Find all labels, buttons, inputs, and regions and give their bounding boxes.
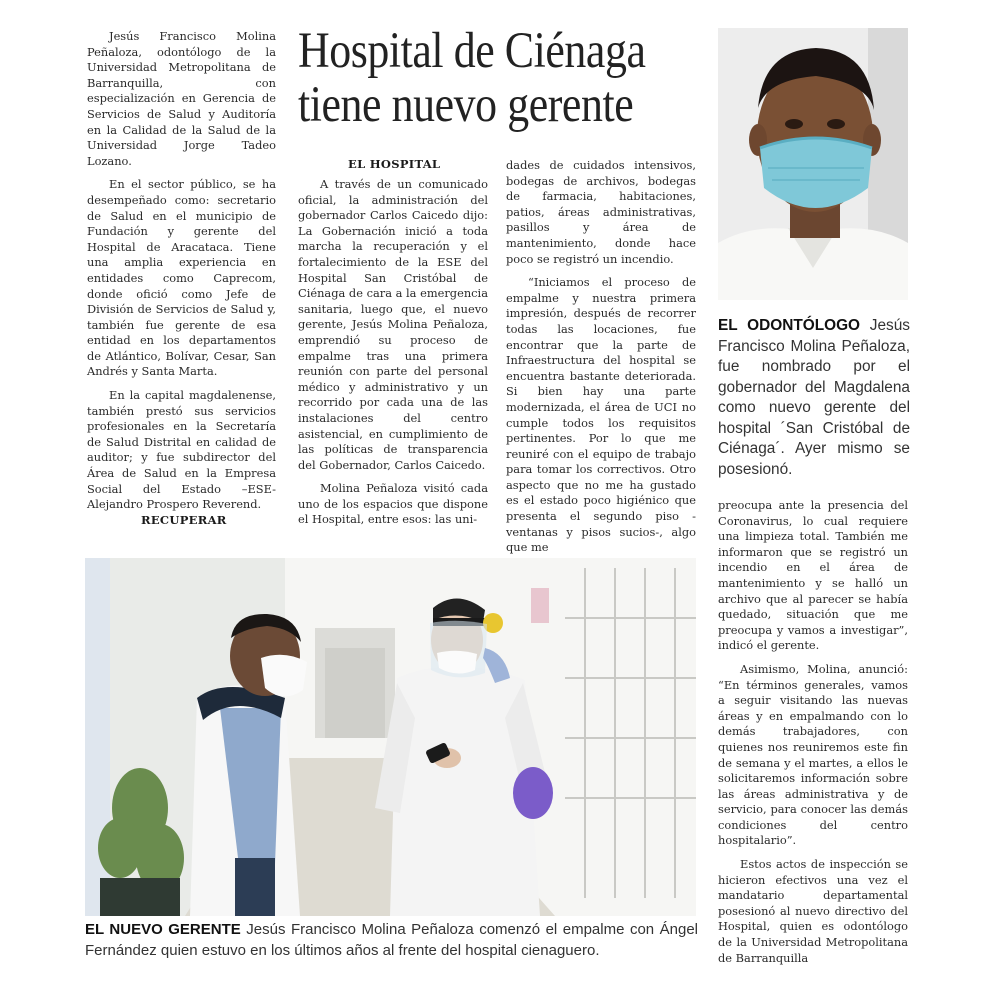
headline <box>298 24 651 132</box>
portrait-photo <box>718 28 908 300</box>
col4-paragraph-2: Asimismo, Molina, anunció: “En términos generales, vamos a seguir visitando las nuevas áreas y en empalmando con lo demás trabajadores, con quienes nos reuniremos este fin de semana y el martes, a ellos le solicitaremos información sobre las áreas administrativa y de servicio, para conocer las demás condiciones del centro hospitalario”. <box>718 661 908 848</box>
subhead-el-hospital: EL HOSPITAL <box>348 157 441 171</box>
headline-line-2: tiene nuevo gerente <box>298 77 634 133</box>
portrait-caption-text: Jesús Francisco Molina Peñaloza, fue nombrado por el gobernador del Magdalena como nuevo gerente del hospital ´San Cristóbal de Ciénaga´. Ayer mismo se posesionó. <box>718 317 911 478</box>
main-caption-kicker: EL NUEVO GERENTE <box>85 921 241 938</box>
headline-line-1: Hospital de Ciénaga <box>298 23 646 79</box>
col1-paragraph-2: En el sector público, se ha desempeñado como: secretario de Salud en el municipio de Fundación y gerente del Hospital de Aracataca. Tiene una amplia experiencia en entidades como Caprecom, donde ofició como Jefe de División de Servicios de Salud y, también fue gerente de esa entidad en los departamentos de Atlántico, Bolívar, Cesar, San Andrés y Santa Marta. <box>87 177 276 379</box>
subhead-recuperar: RECUPERAR <box>141 513 227 527</box>
col1-paragraph-1: Jesús Francisco Molina Peñaloza, odontólogo de la Universidad Metropolitana de Barranquilla, con especialización en Gerencia de Servicios de Salud y Auditoría en la Calidad de la Salud de la Universidad Jorge Tadeo Lozano. <box>87 29 276 168</box>
col2-paragraph-1: A través de un comunicado oficial, la administración del gobernador Carlos Caicedo dijo: La Gobernación inició a toda marcha la recuperación y el fortalecimiento de la ESE del Hospital San Cristóbal de Ciénaga de cara a la emergencia sanitaria, luego que, el nuevo gerente, Jesús Molina Peñaloza, emprendió su proceso de empalme tras una primera reunión con parte del personal médico y administrativo y un recorrido por cada una de las instalaciones del centro asistencial, en cumplimiento de las políticas de transparencia del Gobernador, Carlos Caicedo. <box>298 177 488 472</box>
main-caption-text: Jesús Francisco Molina Peñaloza comenzó el empalme con Ángel Fernández quien estuvo en los últimos años al frente del hospital cienaguero. <box>85 921 698 959</box>
column-4 <box>718 498 908 974</box>
portrait-caption <box>718 316 910 480</box>
col4-paragraph-3: Estos actos de inspección se hicieron efectivos una vez el mandatario departamental posesionó al nuevo directivo del Hospital, quien es odontólogo de la Universidad Metropolitana de Barranquilla <box>718 857 908 965</box>
column-3 <box>506 158 696 564</box>
portrait-illustration <box>718 28 908 300</box>
column-1 <box>87 29 276 521</box>
main-photo <box>85 558 696 916</box>
portrait-caption-kicker: EL ODONTÓLOGO <box>718 317 861 334</box>
main-caption <box>85 920 698 961</box>
col2-paragraph-2: Molina Peñaloza visitó cada uno de los espacios que dispone el Hospital, entre esos: las uni- <box>298 481 488 527</box>
main-photo-illustration <box>85 558 696 916</box>
column-2 <box>298 177 488 536</box>
col1-paragraph-3: En la capital magdalenense, también prestó sus servicios profesionales en la Secretaría de Salud Distrital en calidad de auditor; y fue subdirector del Área de Salud en la Empresa Social del Estado –ESE- Alejandro Prospero Reverend. <box>87 388 276 512</box>
col3-paragraph-1: dades de cuidados intensivos, bodegas de archivos, bodegas de farmacia, habitaciones, patios, áreas administrativas, pasillos y área de mantenimiento, donde hace poco se registró un incendio. <box>506 158 696 266</box>
col3-paragraph-2: “Iniciamos el proceso de empalme y nuestra primera impresión, después de recorrer todas las locaciones, fue encontrar que la parte de Infraestructura del hospital se encuentra bastante deteriorada. Si bien hay una parte modernizada, el área de UCI no cumple todos los requisitos pertinentes. Por lo que me reuniré con el equipo de trabajo para tomar los correctivos. Otro aspecto que no me ha gustado es el estado poco higiénico que presenta el segundo piso -ventanas y pisos sucios-, algo que me <box>506 275 696 555</box>
col4-paragraph-1: preocupa ante la presencia del Coronavirus, lo cual requiere una limpieza total. También me informaron que se registró un incendio en el área de mantenimiento y se halló un archivo que al parecer se había quedado, situación que me preocupa y vamos a investigar”, indicó el gerente. <box>718 498 908 653</box>
